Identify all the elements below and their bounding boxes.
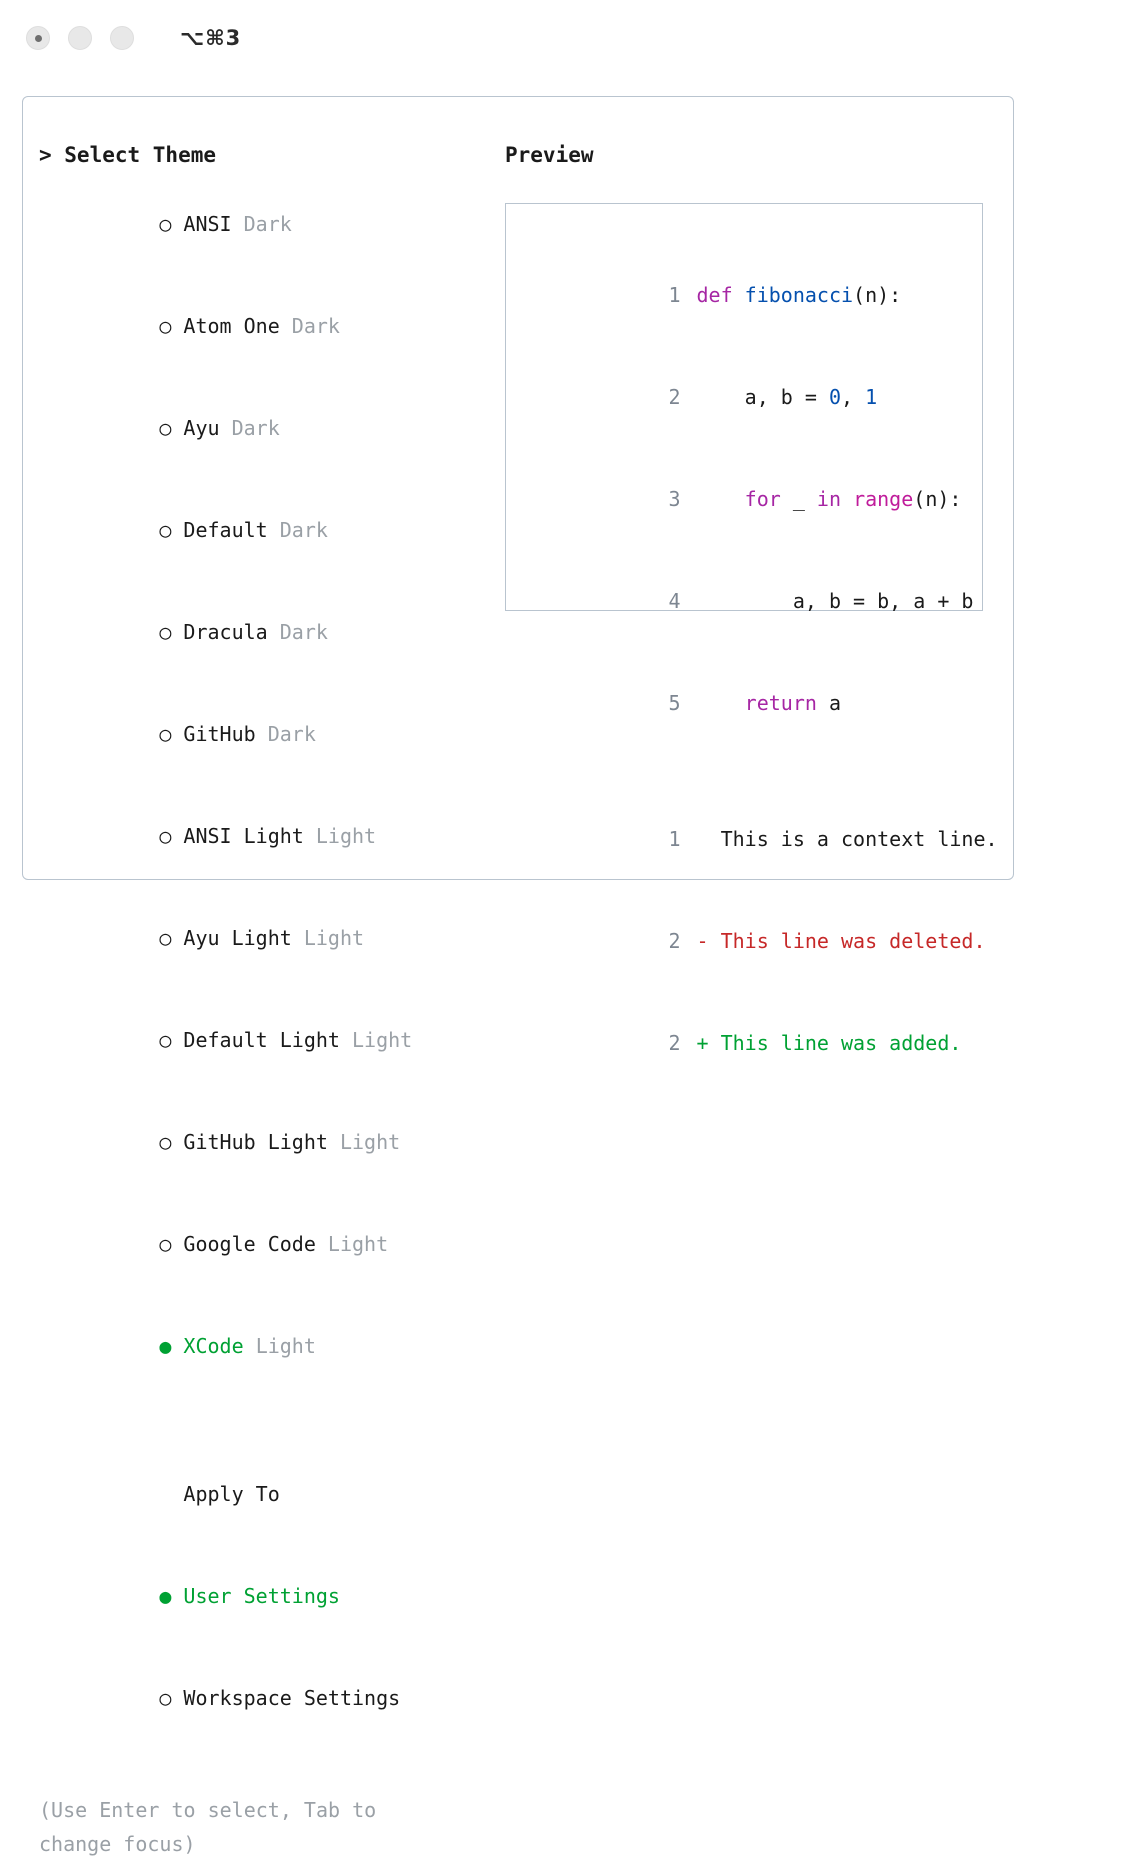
radio-icon: ○ — [159, 824, 172, 848]
radio-icon: ○ — [159, 1686, 172, 1710]
radio-selected-icon: ● — [159, 1334, 172, 1358]
code-token — [697, 487, 745, 511]
theme-label: Ayu — [183, 416, 220, 440]
theme-label: ANSI — [183, 212, 232, 236]
code-token: range — [853, 487, 914, 511]
line-number: 3 — [668, 487, 681, 511]
select-theme-heading: > Select Theme — [39, 143, 217, 167]
theme-option-dracula-dark[interactable] — [39, 581, 499, 683]
diff-text: This is a context line. — [696, 827, 998, 851]
theme-label: XCode — [183, 1334, 244, 1358]
line-number: 4 — [668, 589, 681, 613]
code-token: return — [744, 691, 817, 715]
theme-selector-panel — [22, 96, 1014, 1856]
radio-icon: ○ — [159, 212, 172, 236]
radio-icon: ○ — [159, 1232, 172, 1256]
line-number: 5 — [668, 691, 681, 715]
line-number: 2 — [668, 385, 681, 409]
apply-to-label: Apply To — [183, 1482, 280, 1506]
theme-label: Default Light — [183, 1028, 340, 1052]
code-token: (n): — [913, 487, 962, 511]
theme-option-ansi-dark[interactable] — [39, 173, 499, 275]
radio-icon: ○ — [159, 1028, 172, 1052]
theme-tag: Dark — [231, 416, 280, 440]
theme-tag: Light — [303, 926, 365, 950]
line-number: 1 — [668, 283, 681, 307]
code-token — [697, 691, 745, 715]
theme-tag: Light — [352, 1028, 413, 1052]
theme-label: ANSI Light — [183, 824, 304, 848]
code-token — [841, 487, 853, 511]
theme-tag: Light — [315, 824, 377, 848]
theme-tag: Light — [255, 1334, 316, 1358]
code-token: a, b = — [696, 385, 829, 409]
code-token: fibonacci — [744, 283, 854, 307]
radio-icon: ○ — [159, 926, 172, 950]
theme-option-ayu-light[interactable] — [39, 887, 499, 989]
shortcut-label: ⌥⌘3 — [180, 26, 242, 50]
window-dot-1[interactable] — [26, 26, 50, 50]
diff-line-added — [524, 992, 982, 1094]
line-number: 1 — [668, 827, 681, 851]
theme-option-default-dark[interactable] — [39, 479, 499, 581]
theme-label: Default — [183, 518, 268, 542]
code-token: a — [816, 691, 842, 715]
apply-to-option-label: User Settings — [183, 1584, 340, 1608]
code-line — [524, 550, 982, 652]
code-line — [524, 346, 982, 448]
diff-text: - This line was deleted. — [696, 929, 986, 953]
radio-icon: ○ — [159, 1130, 172, 1154]
theme-option-github-dark[interactable] — [39, 683, 499, 785]
preview-heading: Preview — [505, 143, 594, 167]
theme-option-default-light[interactable] — [39, 989, 499, 1091]
theme-tag: Light — [339, 1130, 401, 1154]
code-line — [524, 652, 982, 754]
keyboard-hint: (Use Enter to select, Tab to change focus) — [39, 1798, 377, 1856]
theme-label: Google Code — [183, 1232, 316, 1256]
preview-box — [505, 203, 998, 1055]
theme-tag: Light — [327, 1232, 389, 1256]
code-token: def — [696, 283, 745, 307]
theme-option-xcode-light[interactable] — [39, 1295, 499, 1397]
theme-label: GitHub — [183, 722, 256, 746]
theme-tag: Dark — [279, 620, 328, 644]
code-token: (n): — [853, 283, 902, 307]
theme-label: Dracula — [183, 620, 268, 644]
theme-label: Ayu Light — [183, 926, 292, 950]
diff-text: + This line was added. — [696, 1031, 962, 1055]
code-token: a, b = b, a + b — [696, 589, 974, 613]
code-token: _ — [780, 487, 817, 511]
radio-icon: ○ — [159, 722, 172, 746]
theme-option-ayu-dark[interactable] — [39, 377, 499, 479]
code-token: 0 — [828, 385, 841, 409]
radio-icon: ○ — [159, 416, 172, 440]
theme-tag: Dark — [243, 212, 292, 236]
code-token: 1 — [865, 385, 878, 409]
line-number: 2 — [668, 929, 681, 953]
code-token: in — [816, 487, 842, 511]
preview-column — [499, 143, 1013, 1861]
theme-label: GitHub Light — [183, 1130, 328, 1154]
code-line — [524, 244, 982, 346]
diff-line-deleted — [524, 890, 986, 992]
apply-to-option-workspace-settings[interactable] — [39, 1647, 499, 1749]
apply-to-option-label: Workspace Settings — [183, 1686, 401, 1710]
theme-label: Atom One — [183, 314, 280, 338]
radio-icon: ○ — [159, 518, 172, 542]
theme-list-column — [39, 143, 499, 1861]
code-line — [524, 448, 982, 550]
theme-option-google-code[interactable] — [39, 1193, 499, 1295]
theme-option-atom-one-dark[interactable] — [39, 275, 499, 377]
code-spacer — [524, 754, 982, 788]
theme-option-ansi-light[interactable] — [39, 785, 499, 887]
apply-to-heading — [39, 1443, 499, 1545]
radio-icon: ○ — [159, 620, 172, 644]
line-number: 2 — [668, 1031, 681, 1055]
theme-tag: Dark — [279, 518, 328, 542]
radio-icon: ○ — [159, 314, 172, 338]
diff-line-context — [524, 788, 998, 890]
window-titlebar — [0, 0, 1140, 76]
theme-tag: Dark — [267, 722, 316, 746]
window-dot-3[interactable] — [110, 26, 134, 50]
window-dot-2[interactable] — [68, 26, 92, 50]
code-token: , — [841, 385, 866, 409]
theme-tag: Dark — [291, 314, 340, 338]
radio-selected-icon: ● — [159, 1584, 172, 1608]
theme-option-github-light[interactable] — [39, 1091, 499, 1193]
apply-to-option-user-settings[interactable] — [39, 1545, 499, 1647]
code-token: for — [744, 487, 781, 511]
